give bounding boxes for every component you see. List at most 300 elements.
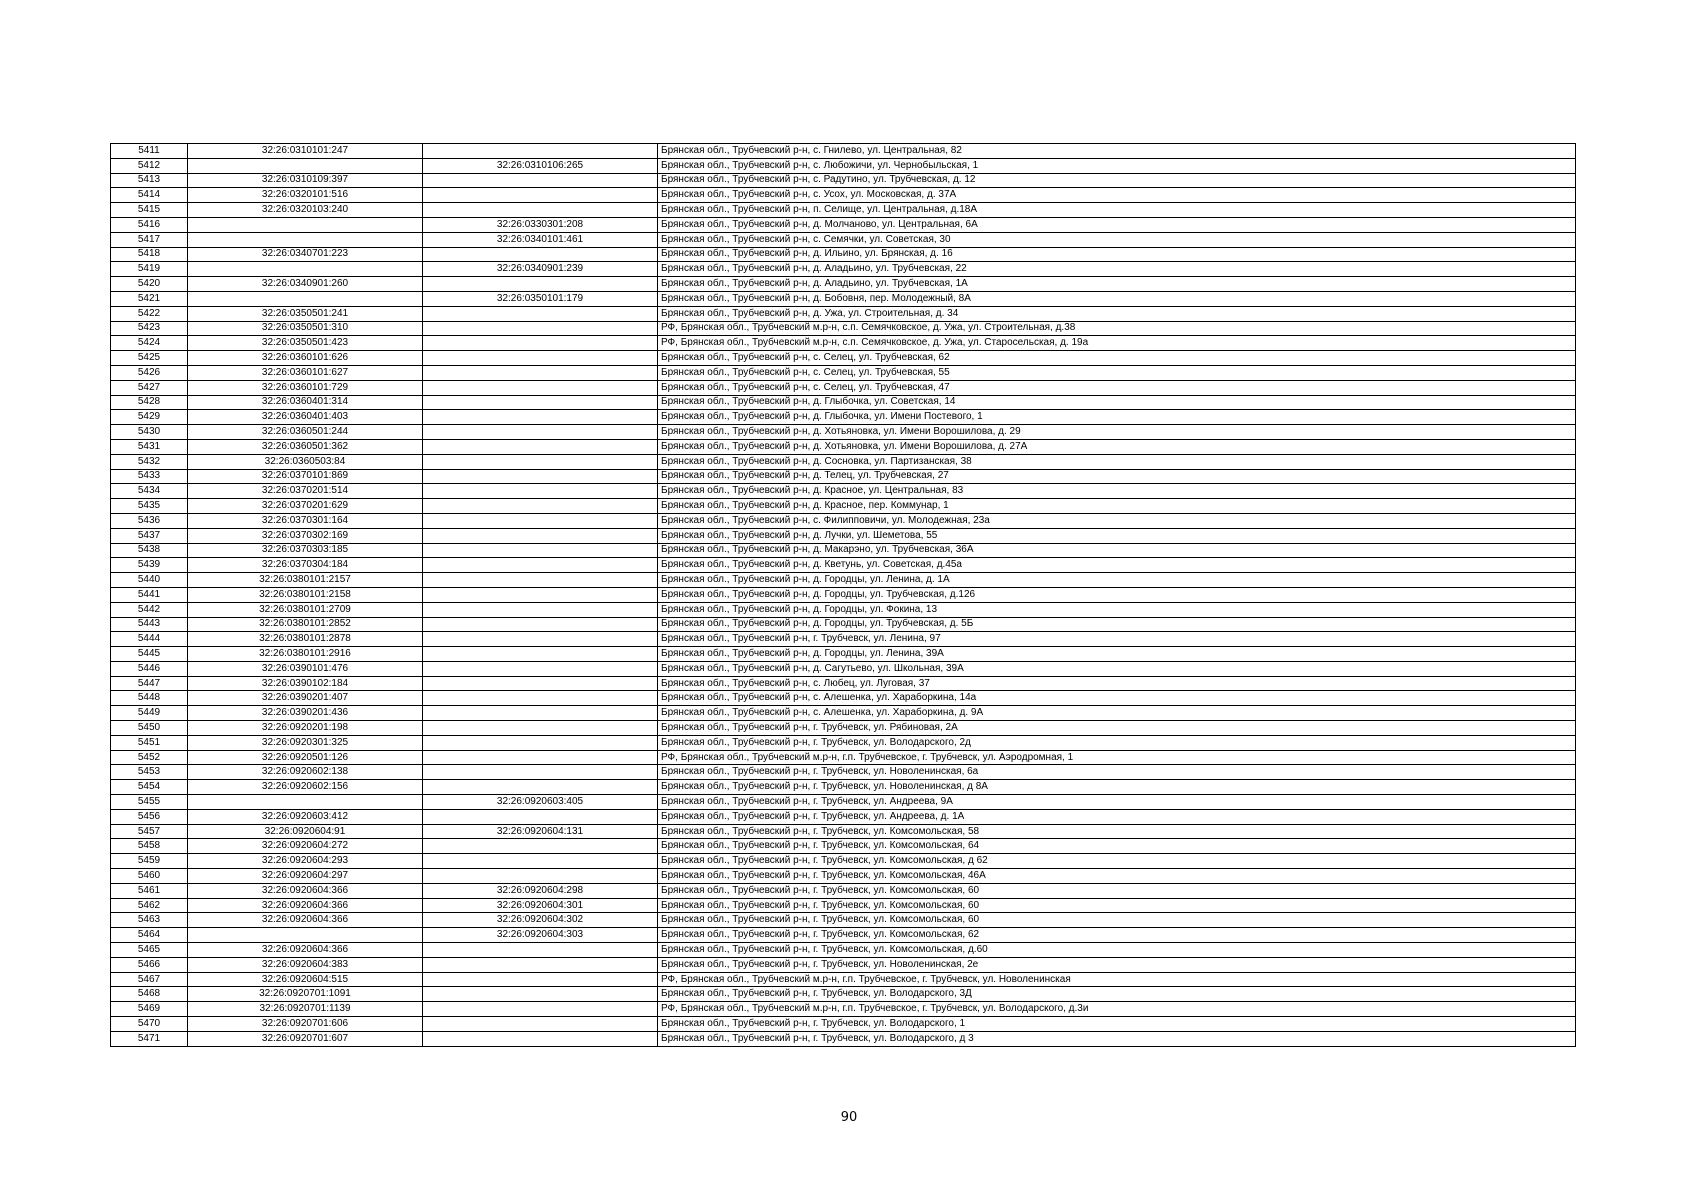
address-cell: Брянская обл., Трубчевский р-н, д. Бобовня, пер. Молодежный, 8А bbox=[658, 291, 1576, 306]
cadastral-number-cell: 32:26:0360101:729 bbox=[188, 380, 423, 395]
cadastral-number-cell: 32:26:0920604:515 bbox=[188, 972, 423, 987]
related-cadastral-number-cell bbox=[423, 721, 658, 736]
related-cadastral-number-cell bbox=[423, 425, 658, 440]
related-cadastral-number-cell bbox=[423, 765, 658, 780]
table-row bbox=[111, 484, 1576, 499]
row-number-cell: 5428 bbox=[111, 395, 188, 410]
cadastral-number-cell: 32:26:0920603:412 bbox=[188, 809, 423, 824]
row-number-cell: 5443 bbox=[111, 617, 188, 632]
address-cell: Брянская обл., Трубчевский р-н, д. Аладьино, ул. Трубчевская, 1А bbox=[658, 277, 1576, 292]
address-cell: РФ, Брянская обл., Трубчевский м.р-н, г.п. Трубчевское, г. Трубчевск, ул. Новоленинская bbox=[658, 972, 1576, 987]
table-row bbox=[111, 543, 1576, 558]
cadastral-number-cell: 32:26:0920701:607 bbox=[188, 1031, 423, 1046]
related-cadastral-number-cell bbox=[423, 943, 658, 958]
table-row bbox=[111, 706, 1576, 721]
address-cell: РФ, Брянская обл., Трубчевский м.р-н, с.п. Семячковское, д. Ужа, ул. Строительная, д.38 bbox=[658, 321, 1576, 336]
related-cadastral-number-cell bbox=[423, 809, 658, 824]
related-cadastral-number-cell bbox=[423, 351, 658, 366]
row-number-cell: 5458 bbox=[111, 839, 188, 854]
related-cadastral-number-cell bbox=[423, 277, 658, 292]
related-cadastral-number-cell: 32:26:0920603:405 bbox=[423, 795, 658, 810]
registry-table-body bbox=[111, 144, 1576, 1047]
cadastral-number-cell: 32:26:0390102:184 bbox=[188, 676, 423, 691]
row-number-cell: 5466 bbox=[111, 957, 188, 972]
cadastral-number-cell: 32:26:0380101:2878 bbox=[188, 632, 423, 647]
row-number-cell: 5438 bbox=[111, 543, 188, 558]
cadastral-number-cell: 32:26:0340901:260 bbox=[188, 277, 423, 292]
cadastral-number-cell: 32:26:0350501:423 bbox=[188, 336, 423, 351]
related-cadastral-number-cell bbox=[423, 410, 658, 425]
row-number-cell: 5451 bbox=[111, 735, 188, 750]
row-number-cell: 5452 bbox=[111, 750, 188, 765]
address-cell: Брянская обл., Трубчевский р-н, д. Телец, ул. Трубчевская, 27 bbox=[658, 469, 1576, 484]
related-cadastral-number-cell: 32:26:0920604:302 bbox=[423, 913, 658, 928]
table-row bbox=[111, 321, 1576, 336]
row-number-cell: 5425 bbox=[111, 351, 188, 366]
address-cell: Брянская обл., Трубчевский р-н, г. Трубчевск, ул. Комсомольская, 62 bbox=[658, 928, 1576, 943]
related-cadastral-number-cell bbox=[423, 484, 658, 499]
table-row bbox=[111, 410, 1576, 425]
address-cell: Брянская обл., Трубчевский р-н, д. Ильино, ул. Брянская, д. 16 bbox=[658, 247, 1576, 262]
cadastral-number-cell: 32:26:0920602:138 bbox=[188, 765, 423, 780]
related-cadastral-number-cell bbox=[423, 306, 658, 321]
address-cell: Брянская обл., Трубчевский р-н, д. Сосновка, ул. Партизанская, 38 bbox=[658, 454, 1576, 469]
row-number-cell: 5439 bbox=[111, 558, 188, 573]
table-row bbox=[111, 647, 1576, 662]
table-row bbox=[111, 454, 1576, 469]
related-cadastral-number-cell bbox=[423, 365, 658, 380]
row-number-cell: 5448 bbox=[111, 691, 188, 706]
table-row bbox=[111, 232, 1576, 247]
cadastral-number-cell: 32:26:0360501:362 bbox=[188, 439, 423, 454]
table-row bbox=[111, 839, 1576, 854]
row-number-cell: 5450 bbox=[111, 721, 188, 736]
row-number-cell: 5434 bbox=[111, 484, 188, 499]
table-row bbox=[111, 602, 1576, 617]
row-number-cell: 5436 bbox=[111, 513, 188, 528]
related-cadastral-number-cell bbox=[423, 750, 658, 765]
table-row bbox=[111, 913, 1576, 928]
related-cadastral-number-cell: 32:26:0330301:208 bbox=[423, 217, 658, 232]
table-row bbox=[111, 439, 1576, 454]
address-cell: Брянская обл., Трубчевский р-н, г. Трубчевск, ул. Комсомольская, д.60 bbox=[658, 943, 1576, 958]
address-cell: Брянская обл., Трубчевский р-н, с. Радутино, ул. Трубчевская, д. 12 bbox=[658, 173, 1576, 188]
related-cadastral-number-cell bbox=[423, 188, 658, 203]
address-cell: Брянская обл., Трубчевский р-н, г. Трубчевск, ул. Новоленинская, 6а bbox=[658, 765, 1576, 780]
related-cadastral-number-cell bbox=[423, 676, 658, 691]
related-cadastral-number-cell: 32:26:0310106:265 bbox=[423, 158, 658, 173]
related-cadastral-number-cell bbox=[423, 395, 658, 410]
table-row bbox=[111, 573, 1576, 588]
address-cell: Брянская обл., Трубчевский р-н, д. Хотьяновка, ул. Имени Ворошилова, д. 29 bbox=[658, 425, 1576, 440]
row-number-cell: 5419 bbox=[111, 262, 188, 277]
related-cadastral-number-cell bbox=[423, 1031, 658, 1046]
related-cadastral-number-cell bbox=[423, 528, 658, 543]
row-number-cell: 5446 bbox=[111, 661, 188, 676]
table-row bbox=[111, 587, 1576, 602]
cadastral-number-cell: 32:26:0310109:397 bbox=[188, 173, 423, 188]
cadastral-number-cell: 32:26:0920604:366 bbox=[188, 883, 423, 898]
row-number-cell: 5462 bbox=[111, 898, 188, 913]
row-number-cell: 5420 bbox=[111, 277, 188, 292]
table-row bbox=[111, 809, 1576, 824]
address-cell: РФ, Брянская обл., Трубчевский м.р-н, с.п. Семячковское, д. Ужа, ул. Старосельская, д. 19а bbox=[658, 336, 1576, 351]
address-cell: Брянская обл., Трубчевский р-н, г. Трубчевск, ул. Володарского, 1 bbox=[658, 1017, 1576, 1032]
address-cell: Брянская обл., Трубчевский р-н, с. Гнилево, ул. Центральная, 82 bbox=[658, 144, 1576, 159]
row-number-cell: 5411 bbox=[111, 144, 188, 159]
cadastral-number-cell: 32:26:0370201:629 bbox=[188, 499, 423, 514]
row-number-cell: 5442 bbox=[111, 602, 188, 617]
row-number-cell: 5444 bbox=[111, 632, 188, 647]
table-row bbox=[111, 1031, 1576, 1046]
related-cadastral-number-cell bbox=[423, 632, 658, 647]
table-row bbox=[111, 854, 1576, 869]
address-cell: Брянская обл., Трубчевский р-н, д. Ужа, ул. Строительная, д. 34 bbox=[658, 306, 1576, 321]
address-cell: Брянская обл., Трубчевский р-н, д. Аладьино, ул. Трубчевская, 22 bbox=[658, 262, 1576, 277]
row-number-cell: 5457 bbox=[111, 824, 188, 839]
cadastral-number-cell: 32:26:0390201:407 bbox=[188, 691, 423, 706]
related-cadastral-number-cell: 32:26:0920604:131 bbox=[423, 824, 658, 839]
related-cadastral-number-cell bbox=[423, 513, 658, 528]
cadastral-number-cell: 32:26:0920604:366 bbox=[188, 898, 423, 913]
address-cell: Брянская обл., Трубчевский р-н, г. Трубчевск, ул. Рябиновая, 2А bbox=[658, 721, 1576, 736]
table-row bbox=[111, 558, 1576, 573]
row-number-cell: 5471 bbox=[111, 1031, 188, 1046]
row-number-cell: 5455 bbox=[111, 795, 188, 810]
table-row bbox=[111, 351, 1576, 366]
table-row bbox=[111, 987, 1576, 1002]
address-cell: Брянская обл., Трубчевский р-н, г. Трубчевск, ул. Андреева, д. 1А bbox=[658, 809, 1576, 824]
cadastral-number-cell: 32:26:0360101:627 bbox=[188, 365, 423, 380]
cadastral-number-cell: 32:26:0920604:272 bbox=[188, 839, 423, 854]
address-cell: Брянская обл., Трубчевский р-н, с. Алешенка, ул. Хараборкина, 14а bbox=[658, 691, 1576, 706]
related-cadastral-number-cell bbox=[423, 454, 658, 469]
address-cell: Брянская обл., Трубчевский р-н, д. Макарэно, ул. Трубчевская, 36А bbox=[658, 543, 1576, 558]
address-cell: Брянская обл., Трубчевский р-н, г. Трубчевск, ул. Новоленинская, 2е bbox=[658, 957, 1576, 972]
cadastral-number-cell: 32:26:0920201:198 bbox=[188, 721, 423, 736]
address-cell: Брянская обл., Трубчевский р-н, с. Алешенка, ул. Хараборкина, д. 9А bbox=[658, 706, 1576, 721]
address-cell: Брянская обл., Трубчевский р-н, д. Кветунь, ул. Советская, д.45а bbox=[658, 558, 1576, 573]
cadastral-number-cell bbox=[188, 795, 423, 810]
table-row bbox=[111, 365, 1576, 380]
table-row bbox=[111, 1002, 1576, 1017]
address-cell: Брянская обл., Трубчевский р-н, г. Трубчевск, ул. Комсомольская, 60 bbox=[658, 898, 1576, 913]
address-cell: Брянская обл., Трубчевский р-н, с. Усох, ул. Московская, д. 37А bbox=[658, 188, 1576, 203]
address-cell: Брянская обл., Трубчевский р-н, с. Семячки, ул. Советская, 30 bbox=[658, 232, 1576, 247]
row-number-cell: 5424 bbox=[111, 336, 188, 351]
cadastral-number-cell: 32:26:0920701:1139 bbox=[188, 1002, 423, 1017]
address-cell: Брянская обл., Трубчевский р-н, д. Лучки, ул. Шеметова, 55 bbox=[658, 528, 1576, 543]
table-row bbox=[111, 173, 1576, 188]
cadastral-number-cell: 32:26:0920604:366 bbox=[188, 913, 423, 928]
row-number-cell: 5459 bbox=[111, 854, 188, 869]
address-cell: Брянская обл., Трубчевский р-н, с. Селец, ул. Трубчевская, 62 bbox=[658, 351, 1576, 366]
address-cell: Брянская обл., Трубчевский р-н, д. Городцы, ул. Фокина, 13 bbox=[658, 602, 1576, 617]
cadastral-number-cell: 32:26:0320101:516 bbox=[188, 188, 423, 203]
table-row bbox=[111, 780, 1576, 795]
table-row bbox=[111, 395, 1576, 410]
row-number-cell: 5449 bbox=[111, 706, 188, 721]
table-row bbox=[111, 247, 1576, 262]
related-cadastral-number-cell: 32:26:0340901:239 bbox=[423, 262, 658, 277]
row-number-cell: 5426 bbox=[111, 365, 188, 380]
related-cadastral-number-cell bbox=[423, 957, 658, 972]
address-cell: Брянская обл., Трубчевский р-н, д. Молчаново, ул. Центральная, 6А bbox=[658, 217, 1576, 232]
cadastral-number-cell: 32:26:0360503:84 bbox=[188, 454, 423, 469]
address-cell: Брянская обл., Трубчевский р-н, п. Селище, ул. Центральная, д.18А bbox=[658, 203, 1576, 218]
cadastral-number-cell: 32:26:0370101:869 bbox=[188, 469, 423, 484]
cadastral-number-cell: 32:26:0360101:626 bbox=[188, 351, 423, 366]
address-cell: Брянская обл., Трубчевский р-н, д. Городцы, ул. Трубчевская, д.126 bbox=[658, 587, 1576, 602]
table-row bbox=[111, 898, 1576, 913]
related-cadastral-number-cell: 32:26:0350101:179 bbox=[423, 291, 658, 306]
cadastral-number-cell bbox=[188, 217, 423, 232]
address-cell: Брянская обл., Трубчевский р-н, г. Трубчевск, ул. Комсомольская, 60 bbox=[658, 913, 1576, 928]
address-cell: Брянская обл., Трубчевский р-н, д. Хотьяновка, ул. Имени Ворошилова, д. 27А bbox=[658, 439, 1576, 454]
cadastral-number-cell bbox=[188, 928, 423, 943]
cadastral-number-cell: 32:26:0380101:2852 bbox=[188, 617, 423, 632]
cadastral-number-cell: 32:26:0370304:184 bbox=[188, 558, 423, 573]
table-row bbox=[111, 425, 1576, 440]
table-row bbox=[111, 617, 1576, 632]
address-cell: Брянская обл., Трубчевский р-н, г. Трубчевск, ул. Ленина, 97 bbox=[658, 632, 1576, 647]
row-number-cell: 5456 bbox=[111, 809, 188, 824]
address-cell: Брянская обл., Трубчевский р-н, с. Филипповичи, ул. Молодежная, 23а bbox=[658, 513, 1576, 528]
address-cell: Брянская обл., Трубчевский р-н, д. Красное, пер. Коммунар, 1 bbox=[658, 499, 1576, 514]
cadastral-number-cell: 32:26:0920301:325 bbox=[188, 735, 423, 750]
address-cell: Брянская обл., Трубчевский р-н, д. Городцы, ул. Ленина, 39А bbox=[658, 647, 1576, 662]
related-cadastral-number-cell bbox=[423, 336, 658, 351]
cadastral-number-cell: 32:26:0370301:164 bbox=[188, 513, 423, 528]
cadastral-number-cell: 32:26:0920501:126 bbox=[188, 750, 423, 765]
address-cell: Брянская обл., Трубчевский р-н, д. Городцы, ул. Трубчевская, д. 5Б bbox=[658, 617, 1576, 632]
table-row bbox=[111, 632, 1576, 647]
table-row bbox=[111, 203, 1576, 218]
cadastral-number-cell: 32:26:0920604:366 bbox=[188, 943, 423, 958]
address-cell: Брянская обл., Трубчевский р-н, г. Трубчевск, ул. Володарского, д 3 bbox=[658, 1031, 1576, 1046]
table-row bbox=[111, 824, 1576, 839]
table-row bbox=[111, 750, 1576, 765]
related-cadastral-number-cell bbox=[423, 869, 658, 884]
row-number-cell: 5412 bbox=[111, 158, 188, 173]
cadastral-number-cell bbox=[188, 291, 423, 306]
related-cadastral-number-cell bbox=[423, 573, 658, 588]
row-number-cell: 5461 bbox=[111, 883, 188, 898]
row-number-cell: 5440 bbox=[111, 573, 188, 588]
related-cadastral-number-cell bbox=[423, 144, 658, 159]
related-cadastral-number-cell: 32:26:0920604:301 bbox=[423, 898, 658, 913]
cadastral-number-cell: 32:26:0920701:1091 bbox=[188, 987, 423, 1002]
row-number-cell: 5454 bbox=[111, 780, 188, 795]
related-cadastral-number-cell bbox=[423, 972, 658, 987]
row-number-cell: 5418 bbox=[111, 247, 188, 262]
related-cadastral-number-cell bbox=[423, 987, 658, 1002]
row-number-cell: 5441 bbox=[111, 587, 188, 602]
address-cell: РФ, Брянская обл., Трубчевский м.р-н, г.п. Трубчевское, г. Трубчевск, ул. Аэродромная, 1 bbox=[658, 750, 1576, 765]
related-cadastral-number-cell: 32:26:0340101:461 bbox=[423, 232, 658, 247]
cadastral-number-cell: 32:26:0360501:244 bbox=[188, 425, 423, 440]
cadastral-number-cell: 32:26:0350501:310 bbox=[188, 321, 423, 336]
row-number-cell: 5427 bbox=[111, 380, 188, 395]
row-number-cell: 5417 bbox=[111, 232, 188, 247]
table-row bbox=[111, 188, 1576, 203]
cadastral-number-cell: 32:26:0920604:297 bbox=[188, 869, 423, 884]
row-number-cell: 5463 bbox=[111, 913, 188, 928]
related-cadastral-number-cell bbox=[423, 735, 658, 750]
address-cell: Брянская обл., Трубчевский р-н, г. Трубчевск, ул. Комсомольская, 46А bbox=[658, 869, 1576, 884]
row-number-cell: 5437 bbox=[111, 528, 188, 543]
row-number-cell: 5445 bbox=[111, 647, 188, 662]
cadastral-number-cell: 32:26:0340701:223 bbox=[188, 247, 423, 262]
related-cadastral-number-cell bbox=[423, 661, 658, 676]
row-number-cell: 5460 bbox=[111, 869, 188, 884]
row-number-cell: 5416 bbox=[111, 217, 188, 232]
table-row bbox=[111, 513, 1576, 528]
cadastral-number-cell: 32:26:0380101:2158 bbox=[188, 587, 423, 602]
related-cadastral-number-cell bbox=[423, 587, 658, 602]
row-number-cell: 5422 bbox=[111, 306, 188, 321]
table-row bbox=[111, 928, 1576, 943]
cadastral-number-cell: 32:26:0390101:476 bbox=[188, 661, 423, 676]
related-cadastral-number-cell bbox=[423, 499, 658, 514]
cadastral-number-cell: 32:26:0370201:514 bbox=[188, 484, 423, 499]
cadastral-number-cell bbox=[188, 262, 423, 277]
table-row bbox=[111, 943, 1576, 958]
related-cadastral-number-cell bbox=[423, 321, 658, 336]
table-row bbox=[111, 676, 1576, 691]
row-number-cell: 5469 bbox=[111, 1002, 188, 1017]
table-row bbox=[111, 1017, 1576, 1032]
cadastral-number-cell: 32:26:0380101:2709 bbox=[188, 602, 423, 617]
cadastral-number-cell: 32:26:0920604:91 bbox=[188, 824, 423, 839]
page-number: 90 bbox=[840, 1110, 858, 1125]
table-row bbox=[111, 972, 1576, 987]
row-number-cell: 5413 bbox=[111, 173, 188, 188]
table-row bbox=[111, 380, 1576, 395]
related-cadastral-number-cell bbox=[423, 558, 658, 573]
address-cell: Брянская обл., Трубчевский р-н, г. Трубчевск, ул. Комсомольская, 60 bbox=[658, 883, 1576, 898]
cadastral-number-cell: 32:26:0350501:241 bbox=[188, 306, 423, 321]
table-row bbox=[111, 765, 1576, 780]
cadastral-number-cell: 32:26:0380101:2916 bbox=[188, 647, 423, 662]
row-number-cell: 5415 bbox=[111, 203, 188, 218]
related-cadastral-number-cell: 32:26:0920604:303 bbox=[423, 928, 658, 943]
table-row bbox=[111, 217, 1576, 232]
related-cadastral-number-cell bbox=[423, 543, 658, 558]
address-cell: Брянская обл., Трубчевский р-н, д. Глыбочка, ул. Советская, 14 bbox=[658, 395, 1576, 410]
address-cell: Брянская обл., Трубчевский р-н, г. Трубчевск, ул. Новоленинская, д 8А bbox=[658, 780, 1576, 795]
cadastral-number-cell: 32:26:0360401:403 bbox=[188, 410, 423, 425]
row-number-cell: 5468 bbox=[111, 987, 188, 1002]
address-cell: Брянская обл., Трубчевский р-н, с. Любец, ул. Луговая, 37 bbox=[658, 676, 1576, 691]
table-row bbox=[111, 883, 1576, 898]
row-number-cell: 5414 bbox=[111, 188, 188, 203]
address-cell: Брянская обл., Трубчевский р-н, д. Сагутьево, ул. Школьная, 39А bbox=[658, 661, 1576, 676]
related-cadastral-number-cell bbox=[423, 469, 658, 484]
cadastral-number-cell: 32:26:0360401:314 bbox=[188, 395, 423, 410]
address-cell: РФ, Брянская обл., Трубчевский м.р-н, г.п. Трубчевское, г. Трубчевск, ул. Володарского, д.3и bbox=[658, 1002, 1576, 1017]
row-number-cell: 5432 bbox=[111, 454, 188, 469]
cadastral-number-cell: 32:26:0920602:156 bbox=[188, 780, 423, 795]
table-row bbox=[111, 721, 1576, 736]
related-cadastral-number-cell bbox=[423, 1002, 658, 1017]
row-number-cell: 5421 bbox=[111, 291, 188, 306]
related-cadastral-number-cell bbox=[423, 854, 658, 869]
table-row bbox=[111, 262, 1576, 277]
table-row bbox=[111, 469, 1576, 484]
table-row bbox=[111, 144, 1576, 159]
cadastral-number-cell: 32:26:0320103:240 bbox=[188, 203, 423, 218]
cadastral-number-cell: 32:26:0370303:185 bbox=[188, 543, 423, 558]
row-number-cell: 5423 bbox=[111, 321, 188, 336]
row-number-cell: 5429 bbox=[111, 410, 188, 425]
table-row bbox=[111, 336, 1576, 351]
row-number-cell: 5470 bbox=[111, 1017, 188, 1032]
address-cell: Брянская обл., Трубчевский р-н, д. Глыбочка, ул. Имени Постевого, 1 bbox=[658, 410, 1576, 425]
address-cell: Брянская обл., Трубчевский р-н, г. Трубчевск, ул. Комсомольская, 58 bbox=[658, 824, 1576, 839]
cadastral-number-cell: 32:26:0390201:436 bbox=[188, 706, 423, 721]
address-cell: Брянская обл., Трубчевский р-н, г. Трубчевск, ул. Андреева, 9А bbox=[658, 795, 1576, 810]
cadastral-number-cell: 32:26:0920604:383 bbox=[188, 957, 423, 972]
address-cell: Брянская обл., Трубчевский р-н, г. Трубчевск, ул. Володарского, 3Д bbox=[658, 987, 1576, 1002]
table-row bbox=[111, 735, 1576, 750]
address-cell: Брянская обл., Трубчевский р-н, д. Красное, ул. Центральная, 83 bbox=[658, 484, 1576, 499]
cadastral-number-cell bbox=[188, 232, 423, 247]
table-row bbox=[111, 277, 1576, 292]
row-number-cell: 5464 bbox=[111, 928, 188, 943]
table-row bbox=[111, 306, 1576, 321]
row-number-cell: 5453 bbox=[111, 765, 188, 780]
related-cadastral-number-cell bbox=[423, 247, 658, 262]
address-cell: Брянская обл., Трубчевский р-н, д. Городцы, ул. Ленина, д. 1А bbox=[658, 573, 1576, 588]
cadastral-number-cell: 32:26:0380101:2157 bbox=[188, 573, 423, 588]
related-cadastral-number-cell bbox=[423, 706, 658, 721]
address-cell: Брянская обл., Трубчевский р-н, г. Трубчевск, ул. Володарского, 2д bbox=[658, 735, 1576, 750]
related-cadastral-number-cell bbox=[423, 439, 658, 454]
cadastral-number-cell: 32:26:0920701:606 bbox=[188, 1017, 423, 1032]
related-cadastral-number-cell bbox=[423, 1017, 658, 1032]
row-number-cell: 5433 bbox=[111, 469, 188, 484]
table-row bbox=[111, 291, 1576, 306]
related-cadastral-number-cell bbox=[423, 691, 658, 706]
row-number-cell: 5431 bbox=[111, 439, 188, 454]
row-number-cell: 5465 bbox=[111, 943, 188, 958]
row-number-cell: 5435 bbox=[111, 499, 188, 514]
related-cadastral-number-cell bbox=[423, 780, 658, 795]
table-row bbox=[111, 957, 1576, 972]
table-row bbox=[111, 691, 1576, 706]
related-cadastral-number-cell bbox=[423, 203, 658, 218]
related-cadastral-number-cell bbox=[423, 602, 658, 617]
table-row bbox=[111, 869, 1576, 884]
row-number-cell: 5430 bbox=[111, 425, 188, 440]
address-cell: Брянская обл., Трубчевский р-н, с. Селец, ул. Трубчевская, 55 bbox=[658, 365, 1576, 380]
table-row bbox=[111, 661, 1576, 676]
address-cell: Брянская обл., Трубчевский р-н, с. Селец, ул. Трубчевская, 47 bbox=[658, 380, 1576, 395]
cadastral-number-cell: 32:26:0310101:247 bbox=[188, 144, 423, 159]
related-cadastral-number-cell bbox=[423, 617, 658, 632]
address-cell: Брянская обл., Трубчевский р-н, с. Любожичи, ул. Чернобыльская, 1 bbox=[658, 158, 1576, 173]
table-row bbox=[111, 499, 1576, 514]
row-number-cell: 5467 bbox=[111, 972, 188, 987]
related-cadastral-number-cell bbox=[423, 173, 658, 188]
table-row bbox=[111, 795, 1576, 810]
table-row bbox=[111, 528, 1576, 543]
registry-table bbox=[110, 143, 1576, 1047]
address-cell: Брянская обл., Трубчевский р-н, г. Трубчевск, ул. Комсомольская, 64 bbox=[658, 839, 1576, 854]
address-cell: Брянская обл., Трубчевский р-н, г. Трубчевск, ул. Комсомольская, д 62 bbox=[658, 854, 1576, 869]
related-cadastral-number-cell: 32:26:0920604:298 bbox=[423, 883, 658, 898]
